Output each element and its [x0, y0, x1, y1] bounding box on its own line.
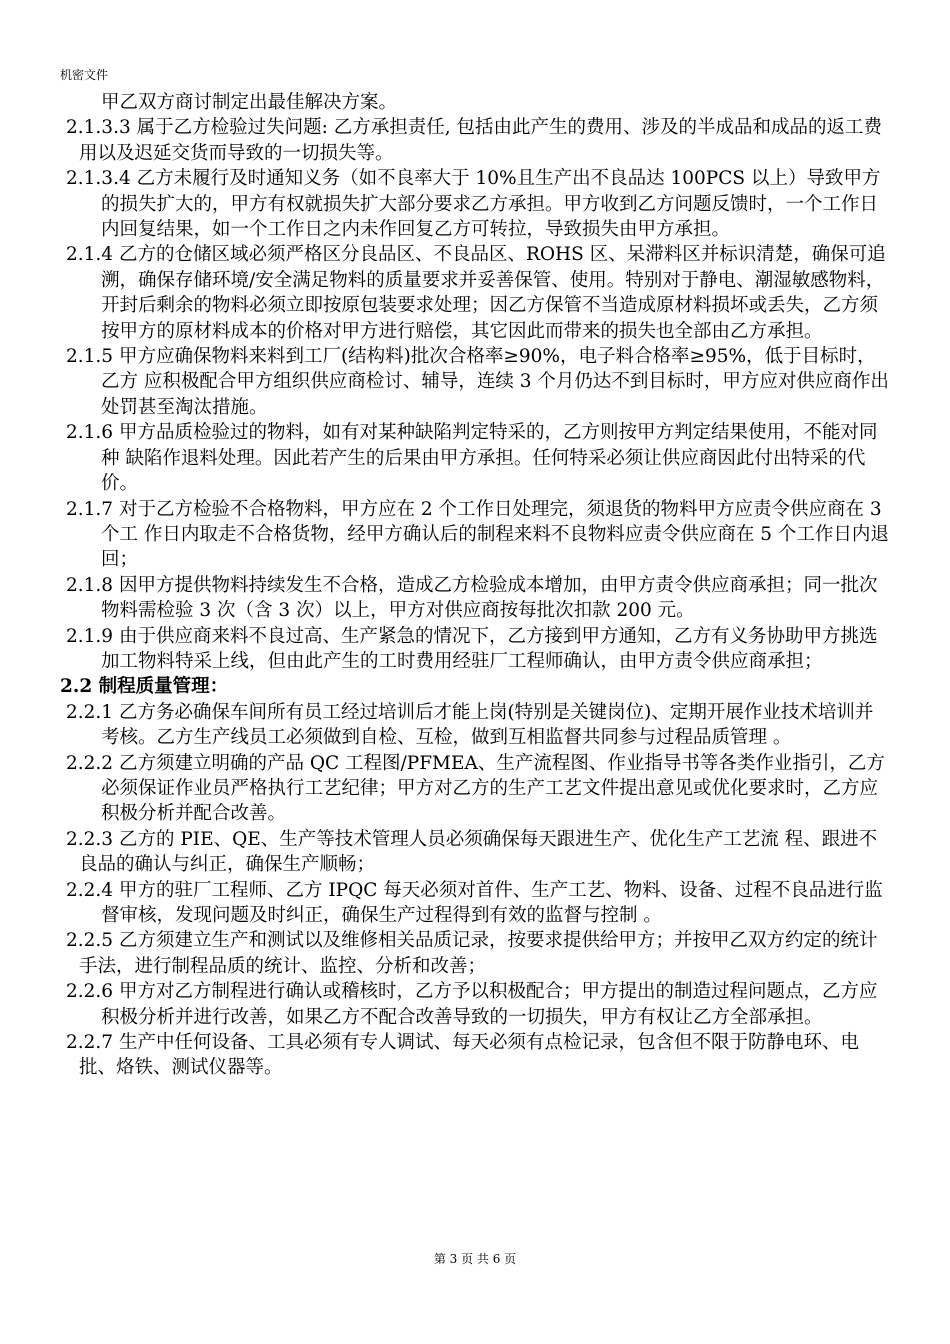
- section-heading-2-2: 2.2 制程质量管理：: [60, 676, 229, 698]
- clause-2-1-6: 2.1.6 甲方品质检验过的物料，如有对某种缺陷判定特采的，乙方则按甲方判定结果使用，不能对同种 缺陷作退料处理。因此若产生的后果由甲方承担。任何特采必须让供应商因此付出特采的代价。: [66, 422, 878, 495]
- clause-2-2-6: 2.2.6 甲方对乙方制程进行确认或稽核时，乙方予以积极配合；甲方提出的制造过程问题点，乙方应积极分析并进行改善，如果乙方不配合改善导致的一切损失，甲方有权让乙方全部承担。: [66, 981, 878, 1028]
- clause-2-1-4: 2.1.4 乙方的仓储区域必须严格区分良品区、不良品区、ROHS 区、呆滞料区并标识清楚，确保可追 溯，确保存储环境/安全满足物料的质量要求并妥善保管、使用。特别对于静电、潮湿敏感物料，开封后剩余的物料必须立即按原包装要求处理；因乙方保管不当造成原材料损坏或丢失，乙方须按甲方的原材料成本的价格对甲方进行赔偿，其它因此而带来的损失也全部由乙方承担。: [66, 244, 886, 342]
- page-number-footer: 第 3 页 共 6 页: [433, 1252, 517, 1266]
- clause-2-2-3: 2.2.3 乙方的 PIE、QE、生产等技术管理人员必须确保每天跟进生产、优化生产工艺流 程、跟进不良品的确认与纠正，确保生产顺畅；: [66, 828, 878, 876]
- clause-2-1-9: 2.1.9 由于供应商来料不良过高、生产紧急的情况下，乙方接到甲方通知，乙方有义务协助甲方挑选加工物料特采上线，但由此产生的工时费用经驻厂工程师确认，由甲方责令供应商承担；: [66, 625, 878, 672]
- clause-2-1-3-3: 2.1.3.3 属于乙方检验过失问题: 乙方承担责任, 包括由此产生的费用、涉及的半成品和成品的返工费用以及迟延交货而导致的一切损失等。: [66, 117, 882, 164]
- clause-2-2-4: 2.2.4 甲方的驻厂工程师、乙方 IPQC 每天必须对首件、生产工艺、物料、设备、过程不良品进行监督审核，发现问题及时纠正，确保生产过程得到有效的监督与控制 。: [66, 879, 883, 926]
- clause-2-1-5: 2.1.5 甲方应确保物料来料到工厂(结构料)批次合格率≥90%，电子料合格率≥95%，低于目标时，乙方 应积极配合甲方组织供应商检讨、辅导，连续 3 个月仍达不到目标时，甲方应对供应商作出处罚甚至淘汰措施。: [66, 346, 889, 418]
- clause-2-2-7: 2.2.7 生产中任何设备、工具必须有专人调试、每天必须有点检记录，包含但不限于防静电环、电批、烙铁、测试仪器等。: [66, 1032, 859, 1079]
- clause-2-2-2: 2.2.2 乙方须建立明确的产品 QC 工程图/PFMEA、生产流程图、作业指导书等各类作业指引，乙方必须保证作业员严格执行工艺纪律；甲方对乙方的生产工艺文件提出意见或优化要求时，乙方应积极分析并配合改善。: [66, 752, 885, 825]
- confidential-header: 机密文件: [60, 68, 109, 82]
- paragraph-continuation: 甲乙双方商讨制定出最佳解决方案。: [101, 92, 398, 113]
- clause-2-2-5: 2.2.5 乙方须建立生产和测试以及维修相关品质记录，按要求提供给甲方；并按甲乙双方约定的统计手法，进行制程品质的统计、监控、分析和改善；: [66, 930, 878, 977]
- clause-2-2-1: 2.2.1 乙方务必确保车间所有员工经过培训后才能上岗(特别是关键岗位)、定期开展作业技术培训并考核。乙方生产线员工必须做到自检、互检，做到互相监督共同参与过程品质管理 。: [66, 701, 874, 749]
- clause-2-1-7: 2.1.7 对于乙方检验不合格物料，甲方应在 2 个工作日处理完，须退货的物料甲方应责令供应商在 3 个工 作日内取走不合格货物，经甲方确认后的制程来料不良物料应责令供应商在 5 个工作日内退回；: [66, 498, 889, 571]
- clause-2-1-3-4: 2.1.3.4 乙方未履行及时通知义务（如不良率大于 10%且生产出不良品达 100PCS 以上）导致甲方的损失扩大的，甲方有权就损失扩大部分要求乙方承担。甲方收到乙方问题反馈时，一个工作日内回复结果，如一个工作日之内未作回复乙方可转拉，导致损失由甲方承担。: [66, 168, 881, 241]
- document-body: [60, 90, 890, 1081]
- clause-2-1-8: 2.1.8 因甲方提供物料持续发生不合格，造成乙方检验成本增加，由甲方责令供应商承担；同一批次物料需检验 3 次（含 3 次）以上，甲方对供应商按每批次扣款 200 元。: [66, 574, 878, 622]
